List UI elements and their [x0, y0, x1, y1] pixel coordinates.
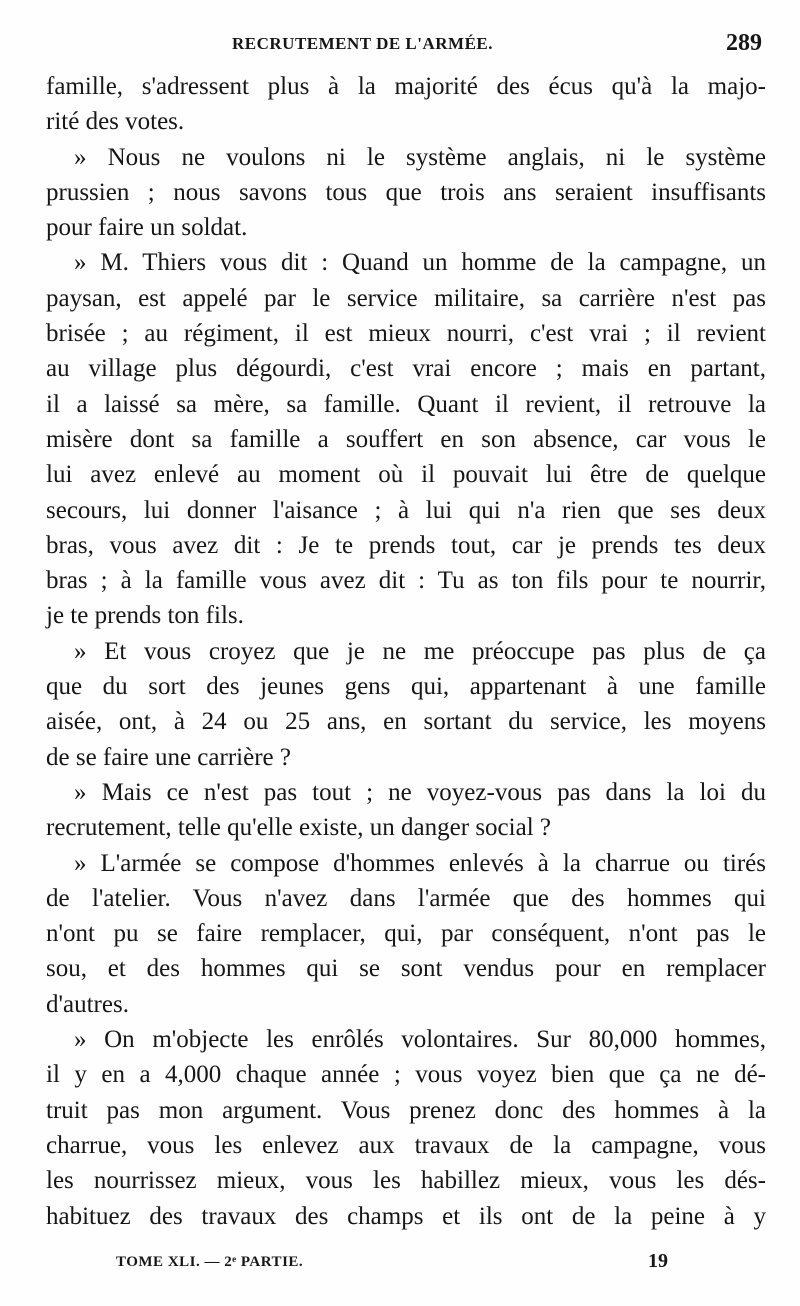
- text-line: n'ont pu se faire remplacer, qui, par conséquent, n'ont pas le: [46, 920, 766, 948]
- text-line: bras ; à la famille vous avez dit : Tu as ton fils pour te nourrir,: [46, 567, 766, 595]
- text-line: lui avez enlevé au moment où il pouvait lui être de quelque: [46, 461, 766, 489]
- text-line: je te prends ton fils.: [46, 602, 244, 630]
- text-line: habituez des travaux des champs et ils ont de la peine à y: [46, 1202, 766, 1230]
- text-line: brisée ; au régiment, il est mieux nourri, c'est vrai ; il revient: [46, 320, 766, 348]
- page-footer: [116, 1250, 668, 1278]
- text-line: au village plus dégourdi, c'est vrai encore ; mais en partant,: [46, 355, 766, 383]
- text-line: sou, et des hommes qui se sont vendus pour en remplacer: [46, 955, 766, 983]
- signature-mark: TOME XLI. — 2ᵉ PARTIE.: [116, 1254, 304, 1270]
- text-line: de se faire une carrière ?: [46, 743, 291, 771]
- text-line: misère dont sa famille a souffert en son absence, car vous le: [46, 425, 766, 453]
- text-line: » M. Thiers vous dit : Quand un homme de la campagne, un: [74, 249, 766, 277]
- text-line: d'autres.: [46, 990, 129, 1018]
- text-line: paysan, est appelé par le service militaire, sa carrière n'est pas: [46, 284, 766, 312]
- text-line: charrue, vous les enlevez aux travaux de la campagne, vous: [46, 1131, 766, 1159]
- text-line: secours, lui donner l'aisance ; à lui qui n'a rien que ses deux: [46, 496, 766, 524]
- text-line: » Nous ne voulons ni le système anglais, ni le système: [74, 143, 766, 171]
- text-line: les nourrissez mieux, vous les habillez mieux, vous les dés-: [46, 1167, 766, 1195]
- text-line: » L'armée se compose d'hommes enlevés à la charrue ou tirés: [74, 849, 766, 877]
- text-line: pour faire un soldat.: [46, 214, 248, 242]
- signature-number: 19: [648, 1250, 668, 1272]
- running-title: RECRUTEMENT DE L'ARMÉE.: [232, 34, 494, 53]
- text-line: truit pas mon argument. Vous prenez donc des hommes à la: [46, 1096, 766, 1124]
- text-line: prussien ; nous savons tous que trois ans seraient insuffisants: [46, 178, 766, 206]
- text-line: aisée, ont, à 24 ou 25 ans, en sortant du service, les moyens: [46, 708, 766, 736]
- text-line: recrutement, telle qu'elle existe, un danger social ?: [46, 814, 551, 842]
- body-text: [46, 69, 766, 1234]
- text-line: bras, vous avez dit : Je te prends tout, car je prends tes deux: [46, 531, 766, 559]
- text-line: il y en a 4,000 chaque année ; vous voyez bien que ça ne dé-: [46, 1061, 766, 1089]
- text-line: famille, s'adressent plus à la majorité des écus qu'à la majo-: [46, 73, 766, 100]
- text-line: » Et vous croyez que je ne me préoccupe pas plus de ça: [74, 637, 766, 665]
- page-number: 289: [726, 30, 762, 56]
- text-line: » On m'objecte les enrôlés volontaires. Sur 80,000 hommes,: [74, 1026, 766, 1054]
- text-line: il a laissé sa mère, sa famille. Quant il revient, il retrouve la: [46, 390, 766, 418]
- text-line: rité des votes.: [46, 108, 185, 136]
- text-line: » Mais ce n'est pas tout ; ne voyez-vous pas dans la loi du: [74, 778, 766, 806]
- running-head: [48, 30, 762, 64]
- text-line: de l'atelier. Vous n'avez dans l'armée que des hommes qui: [46, 884, 766, 912]
- text-line: que du sort des jeunes gens qui, appartenant à une famille: [46, 673, 766, 701]
